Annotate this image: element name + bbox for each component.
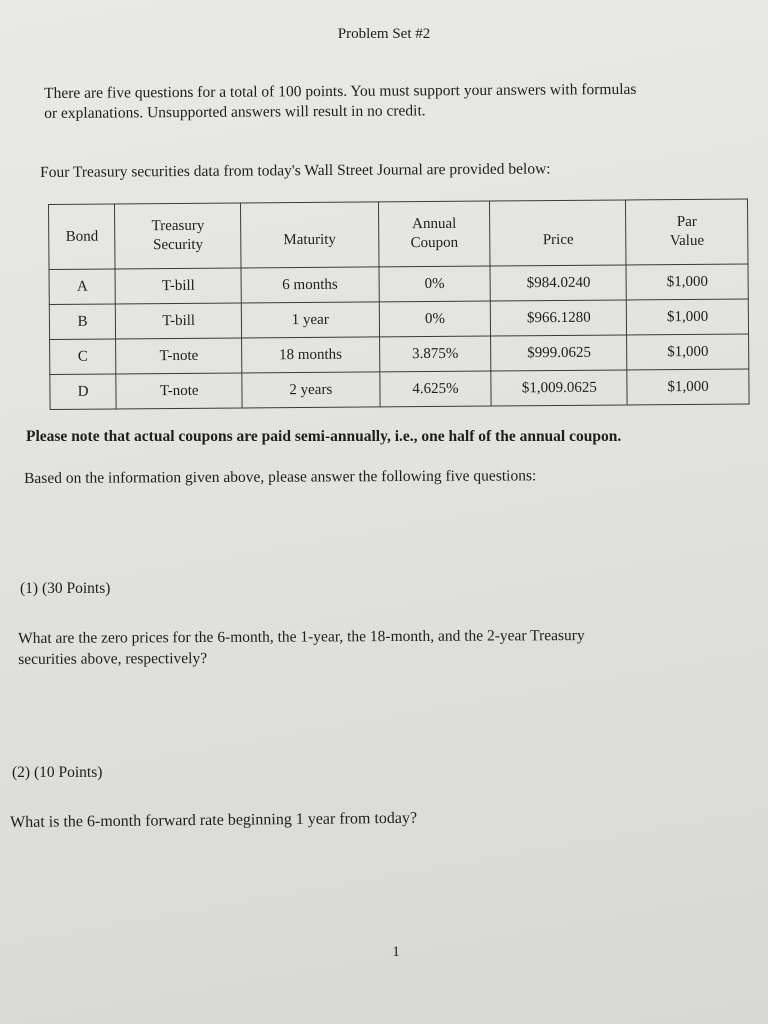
treasury-securities-table — [48, 199, 750, 410]
cell-par: $1,000 — [627, 334, 749, 370]
coupon-note: Please note that actual coupons are paid semi-annually, i.e., one half of the annual coupon. — [26, 428, 622, 445]
cell-price: $999.0625 — [491, 335, 627, 371]
question-1-heading: (1) (30 Points) — [20, 580, 111, 597]
cell-bond: A — [49, 269, 116, 305]
cell-security: T-bill — [115, 268, 241, 304]
cell-price: $984.0240 — [490, 265, 626, 301]
cell-coupon: 4.625% — [379, 371, 491, 407]
cell-bond: C — [50, 339, 117, 375]
cell-par: $1,000 — [627, 299, 749, 335]
header-par-value — [626, 199, 748, 265]
question-2-text: What is the 6-month forward rate beginning 1 year from today? — [10, 809, 418, 831]
header-par-line-1: Par — [676, 213, 697, 231]
header-bond: Bond — [49, 204, 116, 270]
header-security-line-2: Security — [153, 236, 204, 254]
table-row — [50, 334, 749, 374]
cell-security: T-note — [116, 338, 242, 374]
cell-par: $1,000 — [627, 369, 749, 405]
header-security — [115, 203, 241, 269]
instructions-text: Based on the information given above, please answer the following five questions: — [24, 467, 537, 487]
page-number: 1 — [392, 944, 400, 960]
cell-security: T-bill — [116, 303, 242, 339]
intro-line-2: or explanations. Unsupported answers will result in no credit. — [44, 102, 426, 122]
cell-price: $966.1280 — [491, 300, 627, 336]
table-intro-text: Four Treasury securities data from today's Wall Street Journal are provided below: — [40, 160, 551, 181]
question-2-heading: (2) (10 Points) — [12, 764, 103, 781]
table-row — [49, 264, 748, 304]
cell-coupon: 0% — [379, 301, 491, 337]
header-security-line-1: Treasury — [151, 217, 205, 235]
cell-maturity: 6 months — [241, 267, 379, 303]
cell-security: T-note — [116, 373, 242, 409]
header-coupon-line-1: Annual — [412, 215, 457, 233]
cell-coupon: 3.875% — [379, 336, 491, 372]
question-1-text — [18, 624, 748, 670]
cell-par: $1,000 — [626, 264, 748, 300]
cell-price: $1,009.0625 — [491, 370, 627, 406]
header-par-line-2: Value — [669, 232, 705, 250]
header-maturity: Maturity — [241, 202, 379, 268]
cell-maturity: 2 years — [242, 372, 380, 408]
question-1-line-1: What are the zero prices for the 6-month, the 1-year, the 18-month, and the 2-year Treasury — [18, 627, 585, 647]
cell-maturity: 1 year — [241, 302, 379, 338]
question-1-line-2: securities above, respectively? — [18, 650, 208, 668]
cell-coupon: 0% — [379, 266, 491, 302]
table-row — [50, 369, 749, 409]
table-header-row — [49, 199, 748, 269]
header-coupon-line-2: Coupon — [410, 234, 459, 252]
intro-line-1: There are five questions for a total of 100 points. You must support your answers with formulas — [44, 80, 637, 102]
cell-bond: D — [50, 374, 117, 410]
intro-paragraph — [44, 79, 756, 124]
table-row — [49, 299, 748, 339]
cell-bond: B — [49, 304, 116, 340]
cell-maturity: 18 months — [242, 337, 380, 373]
header-coupon — [378, 201, 490, 267]
header-price: Price — [490, 200, 626, 266]
page-title: Problem Set #2 — [337, 26, 431, 42]
